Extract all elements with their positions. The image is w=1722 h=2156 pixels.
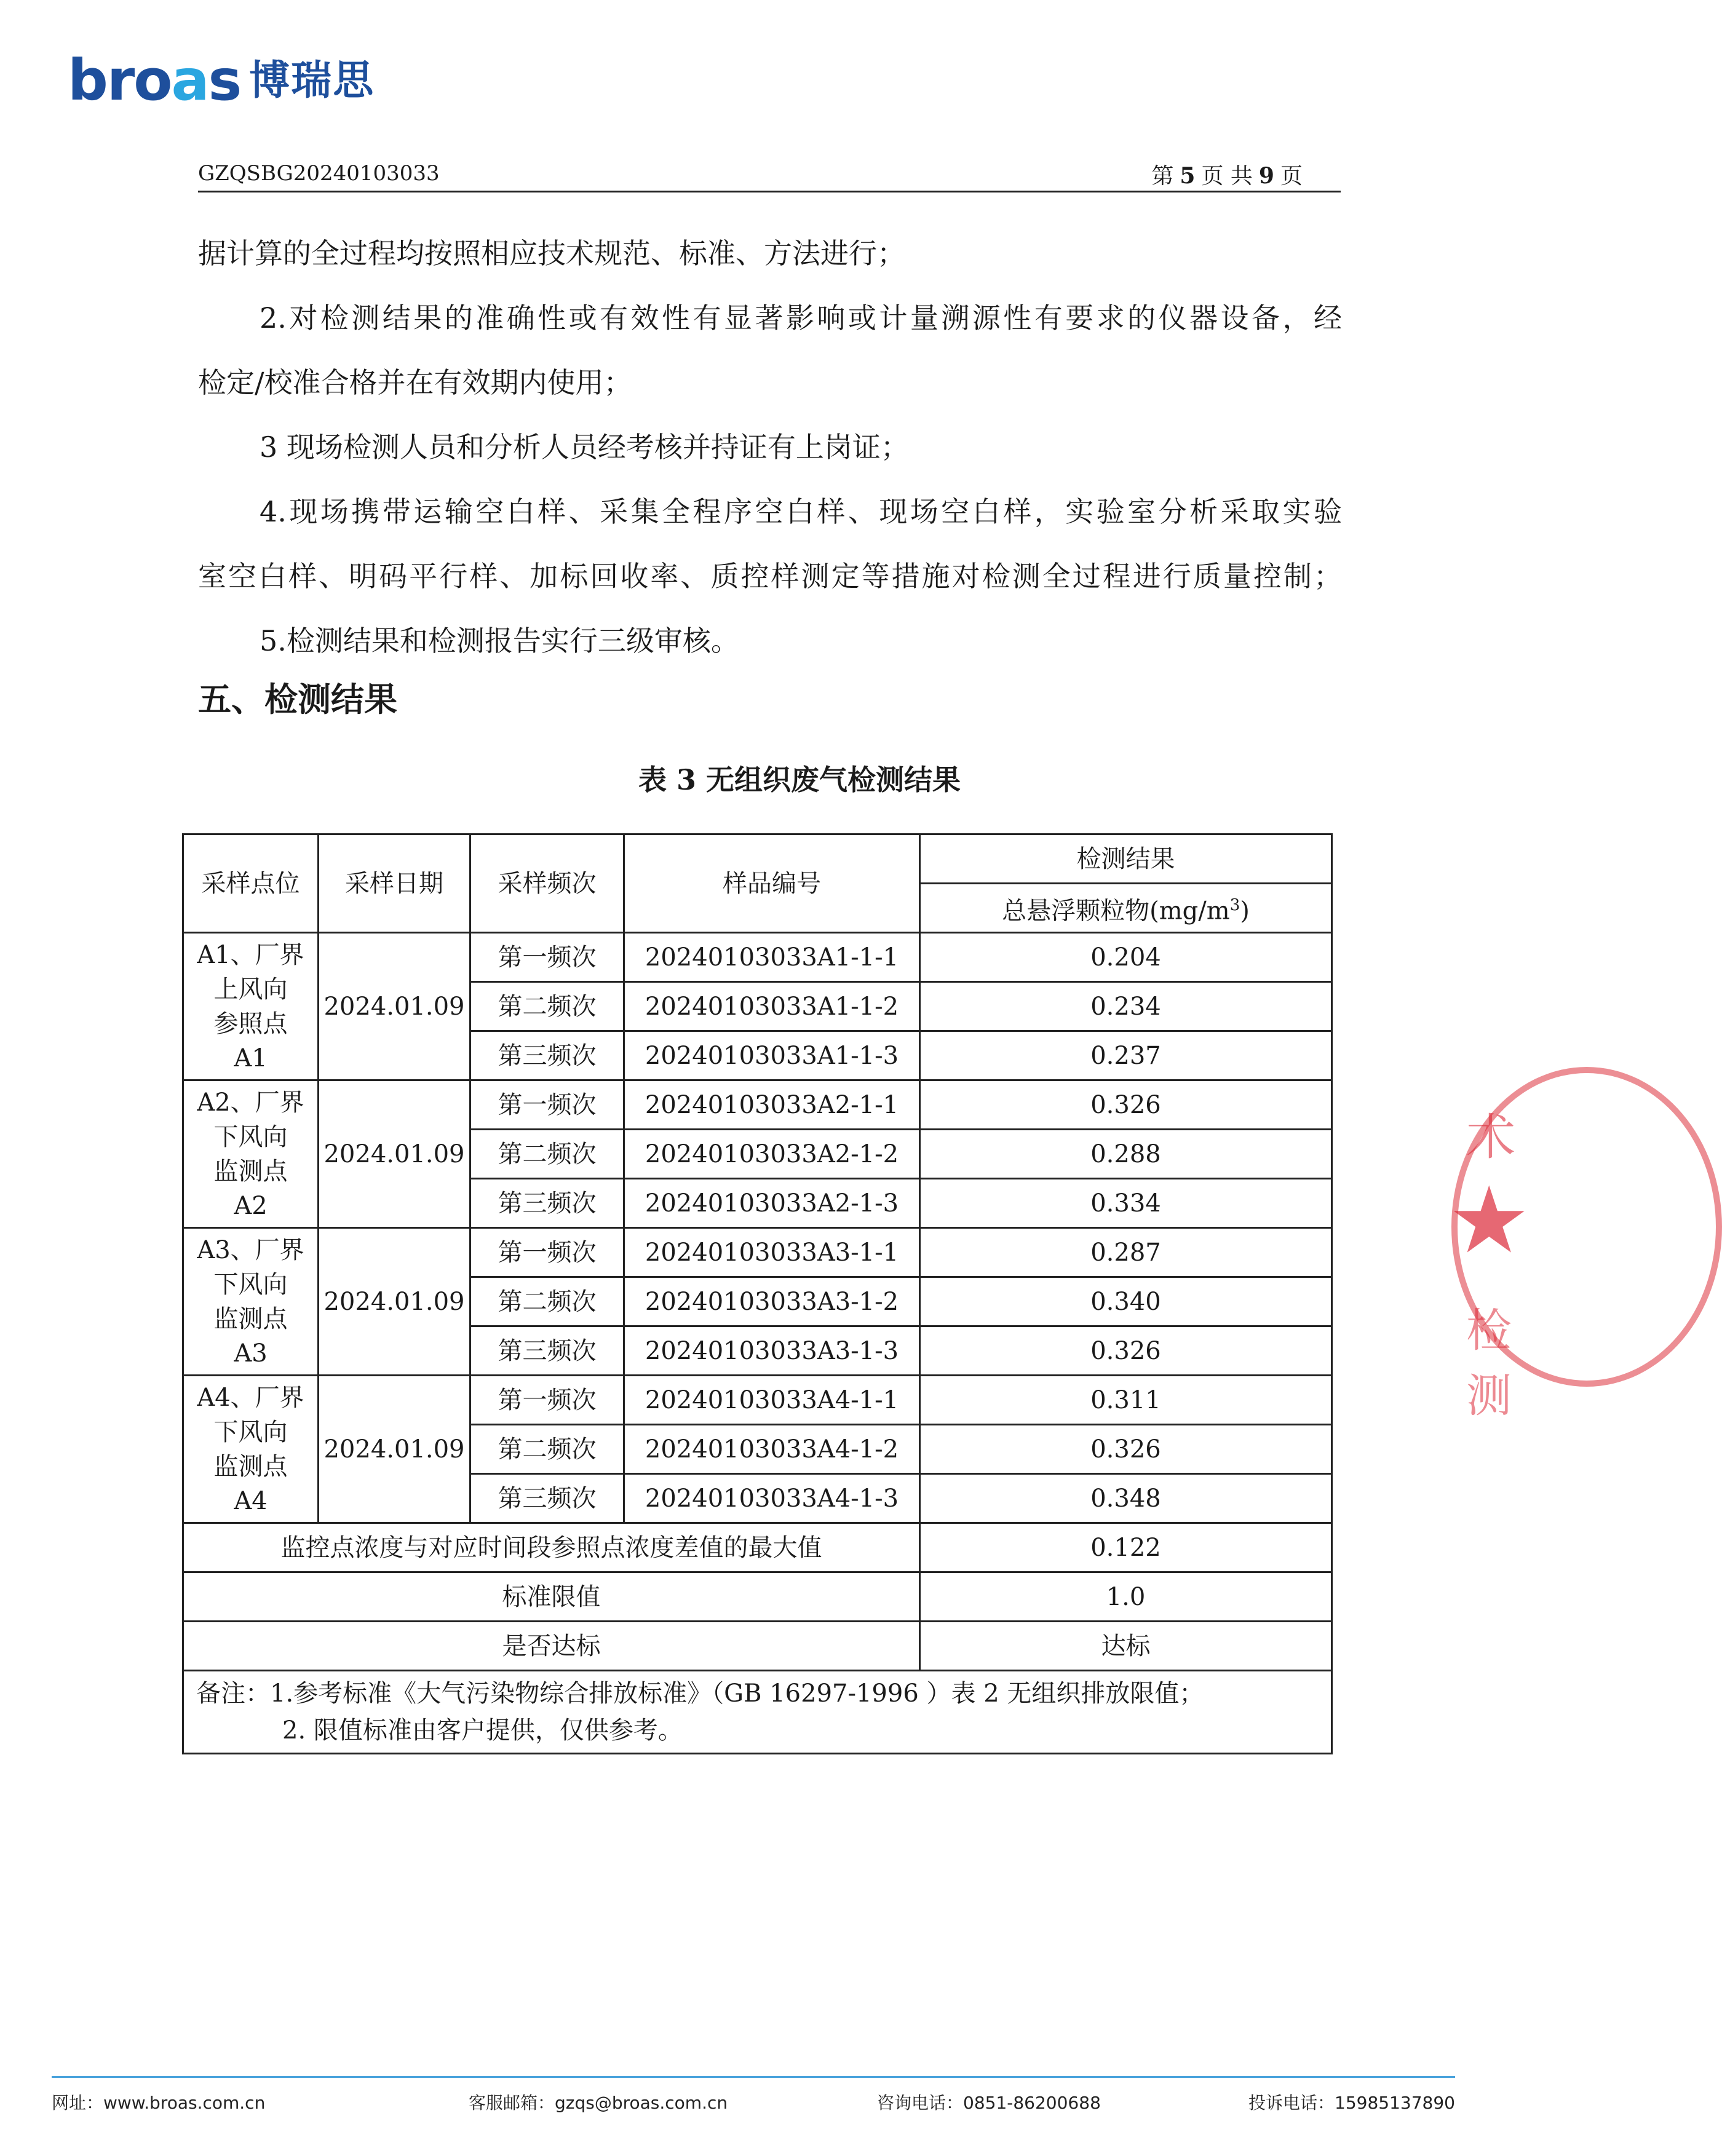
- table-row: [183, 1228, 1332, 1277]
- sample-id-cell: 20240103033A3-1-1: [624, 1228, 920, 1277]
- point-cell: A4、厂界 下风向 监测点 A4: [183, 1376, 319, 1523]
- sample-id-cell: 20240103033A2-1-2: [624, 1130, 920, 1179]
- frequency-cell: 第三频次: [470, 1326, 624, 1376]
- date-cell: 2024.01.09: [319, 933, 470, 1080]
- paragraph-2-line-1: 2.对检测结果的准确性或有效性有显著影响或计量溯源性有要求的仪器设备，经: [260, 301, 1342, 335]
- logo-chinese-name: 博瑞思: [249, 57, 375, 104]
- header-divider: [198, 191, 1341, 192]
- date-cell: 2024.01.09: [319, 1228, 470, 1376]
- frequency-cell: 第三频次: [470, 1179, 624, 1228]
- summary-value: 达标: [920, 1622, 1332, 1671]
- point-cell: A2、厂界 下风向 监测点 A2: [183, 1080, 319, 1228]
- sample-id-cell: 20240103033A1-1-3: [624, 1031, 920, 1080]
- summary-row-compliance: [183, 1622, 1332, 1671]
- frequency-cell: 第二频次: [470, 1425, 624, 1474]
- value-cell: 0.340: [920, 1277, 1332, 1326]
- date-cell: 2024.01.09: [319, 1376, 470, 1523]
- results-table: [182, 833, 1333, 1754]
- frequency-cell: 第二频次: [470, 1130, 624, 1179]
- value-cell: 0.287: [920, 1228, 1332, 1277]
- seal-text-bottom: 检测: [1466, 1304, 1512, 1422]
- footer-divider: [52, 2076, 1455, 2078]
- frequency-cell: 第一频次: [470, 933, 624, 982]
- table-row: [183, 933, 1332, 982]
- paragraph-1: 据计算的全过程均按照相应技术规范、标准、方法进行；: [198, 237, 905, 270]
- date-cell: 2024.01.09: [319, 1080, 470, 1228]
- point-cell: A1、厂界 上风向 参照点 A1: [183, 933, 319, 1080]
- frequency-cell: 第二频次: [470, 1277, 624, 1326]
- remarks-row: [183, 1671, 1332, 1754]
- sample-id-cell: 20240103033A3-1-3: [624, 1326, 920, 1376]
- frequency-cell: 第一频次: [470, 1376, 624, 1425]
- summary-row-limit: [183, 1572, 1332, 1622]
- value-cell: 0.326: [920, 1326, 1332, 1376]
- frequency-cell: 第三频次: [470, 1474, 624, 1523]
- sample-id-cell: 20240103033A2-1-1: [624, 1080, 920, 1130]
- header-result: 检测结果: [920, 834, 1332, 884]
- value-cell: 0.311: [920, 1376, 1332, 1425]
- frequency-cell: 第一频次: [470, 1080, 624, 1130]
- seal-text-top: 术: [1466, 1109, 1515, 1166]
- value-cell: 0.204: [920, 933, 1332, 982]
- frequency-cell: 第一频次: [470, 1228, 624, 1277]
- paragraph-3: 3 现场检测人员和分析人员经考核并持证有上岗证；: [260, 430, 909, 464]
- header-point: 采样点位: [183, 834, 319, 933]
- sample-id-cell: 20240103033A4-1-3: [624, 1474, 920, 1523]
- value-cell: 0.234: [920, 982, 1332, 1031]
- footer-website: 网址：www.broas.com.cn: [52, 2093, 266, 2113]
- footer-complaint-phone: 投诉电话：15985137890: [1248, 2093, 1455, 2113]
- page-indicator: 第 5 页 共 9 页: [1151, 163, 1303, 189]
- logo-wordmark: broas: [68, 47, 241, 113]
- sample-id-cell: 20240103033A1-1-2: [624, 982, 920, 1031]
- sample-id-cell: 20240103033A1-1-1: [624, 933, 920, 982]
- remarks-cell: [183, 1671, 1332, 1754]
- header-sample-number: 样品编号: [624, 834, 920, 933]
- paragraph-4-line-2: 室空白样、明码平行样、加标回收率、质控样测定等措施对检测全过程进行质量控制；: [198, 560, 1342, 593]
- report-number: GZQSBG20240103033: [198, 161, 440, 186]
- summary-row-max-difference: [183, 1523, 1332, 1572]
- header-date: 采样日期: [319, 834, 470, 933]
- value-cell: 0.326: [920, 1425, 1332, 1474]
- table-row: [183, 1376, 1332, 1425]
- sample-id-cell: 20240103033A3-1-2: [624, 1277, 920, 1326]
- paragraph-2-line-2: 检定/校准合格并在有效期内使用；: [198, 366, 632, 399]
- seal-star-icon: ★: [1448, 1167, 1531, 1274]
- remark-1: 备注：1.参考标准《大气污染物综合排放标准》（GB 16297-1996 ）表 2 无组织排放限值；: [196, 1679, 1204, 1708]
- value-cell: 0.326: [920, 1080, 1332, 1130]
- summary-label: 是否达标: [183, 1622, 920, 1671]
- point-cell: A3、厂界 下风向 监测点 A3: [183, 1228, 319, 1376]
- sample-id-cell: 20240103033A2-1-3: [624, 1179, 920, 1228]
- value-cell: 0.334: [920, 1179, 1332, 1228]
- table-row: [183, 1080, 1332, 1130]
- frequency-cell: 第二频次: [470, 982, 624, 1031]
- official-seal-stamp: [1448, 1067, 1531, 1422]
- sample-id-cell: 20240103033A4-1-2: [624, 1425, 920, 1474]
- sample-id-cell: 20240103033A4-1-1: [624, 1376, 920, 1425]
- summary-label: 监控点浓度与对应时间段参照点浓度差值的最大值: [183, 1523, 920, 1572]
- paragraph-4-line-1: 4.现场携带运输空白样、采集全程序空白样、现场空白样，实验室分析采取实验: [260, 495, 1342, 528]
- value-cell: 0.348: [920, 1474, 1332, 1523]
- footer-email: 客服邮箱：gzqs@broas.com.cn: [469, 2093, 728, 2113]
- quality-control-text: [198, 221, 1342, 673]
- header-item: 总悬浮颗粒物$(mg/m^3)$: [920, 884, 1332, 933]
- header-frequency: 采样频次: [470, 834, 624, 933]
- table-title: 表 3 无组织废气检测结果: [638, 763, 961, 796]
- company-logo: [68, 47, 375, 113]
- summary-value: 1.0: [920, 1572, 1332, 1622]
- footer-consult-phone: 咨询电话：0851-86200688: [877, 2093, 1101, 2113]
- frequency-cell: 第三频次: [470, 1031, 624, 1080]
- remark-2: 2. 限值标准由客户提供，仅供参考。: [282, 1716, 683, 1745]
- value-cell: 0.237: [920, 1031, 1332, 1080]
- value-cell: 0.288: [920, 1130, 1332, 1179]
- summary-label: 标准限值: [183, 1572, 920, 1622]
- summary-value: 0.122: [920, 1523, 1332, 1572]
- paragraph-5: 5.检测结果和检测报告实行三级审核。: [260, 624, 739, 657]
- section-title: 五、检测结果: [198, 680, 397, 719]
